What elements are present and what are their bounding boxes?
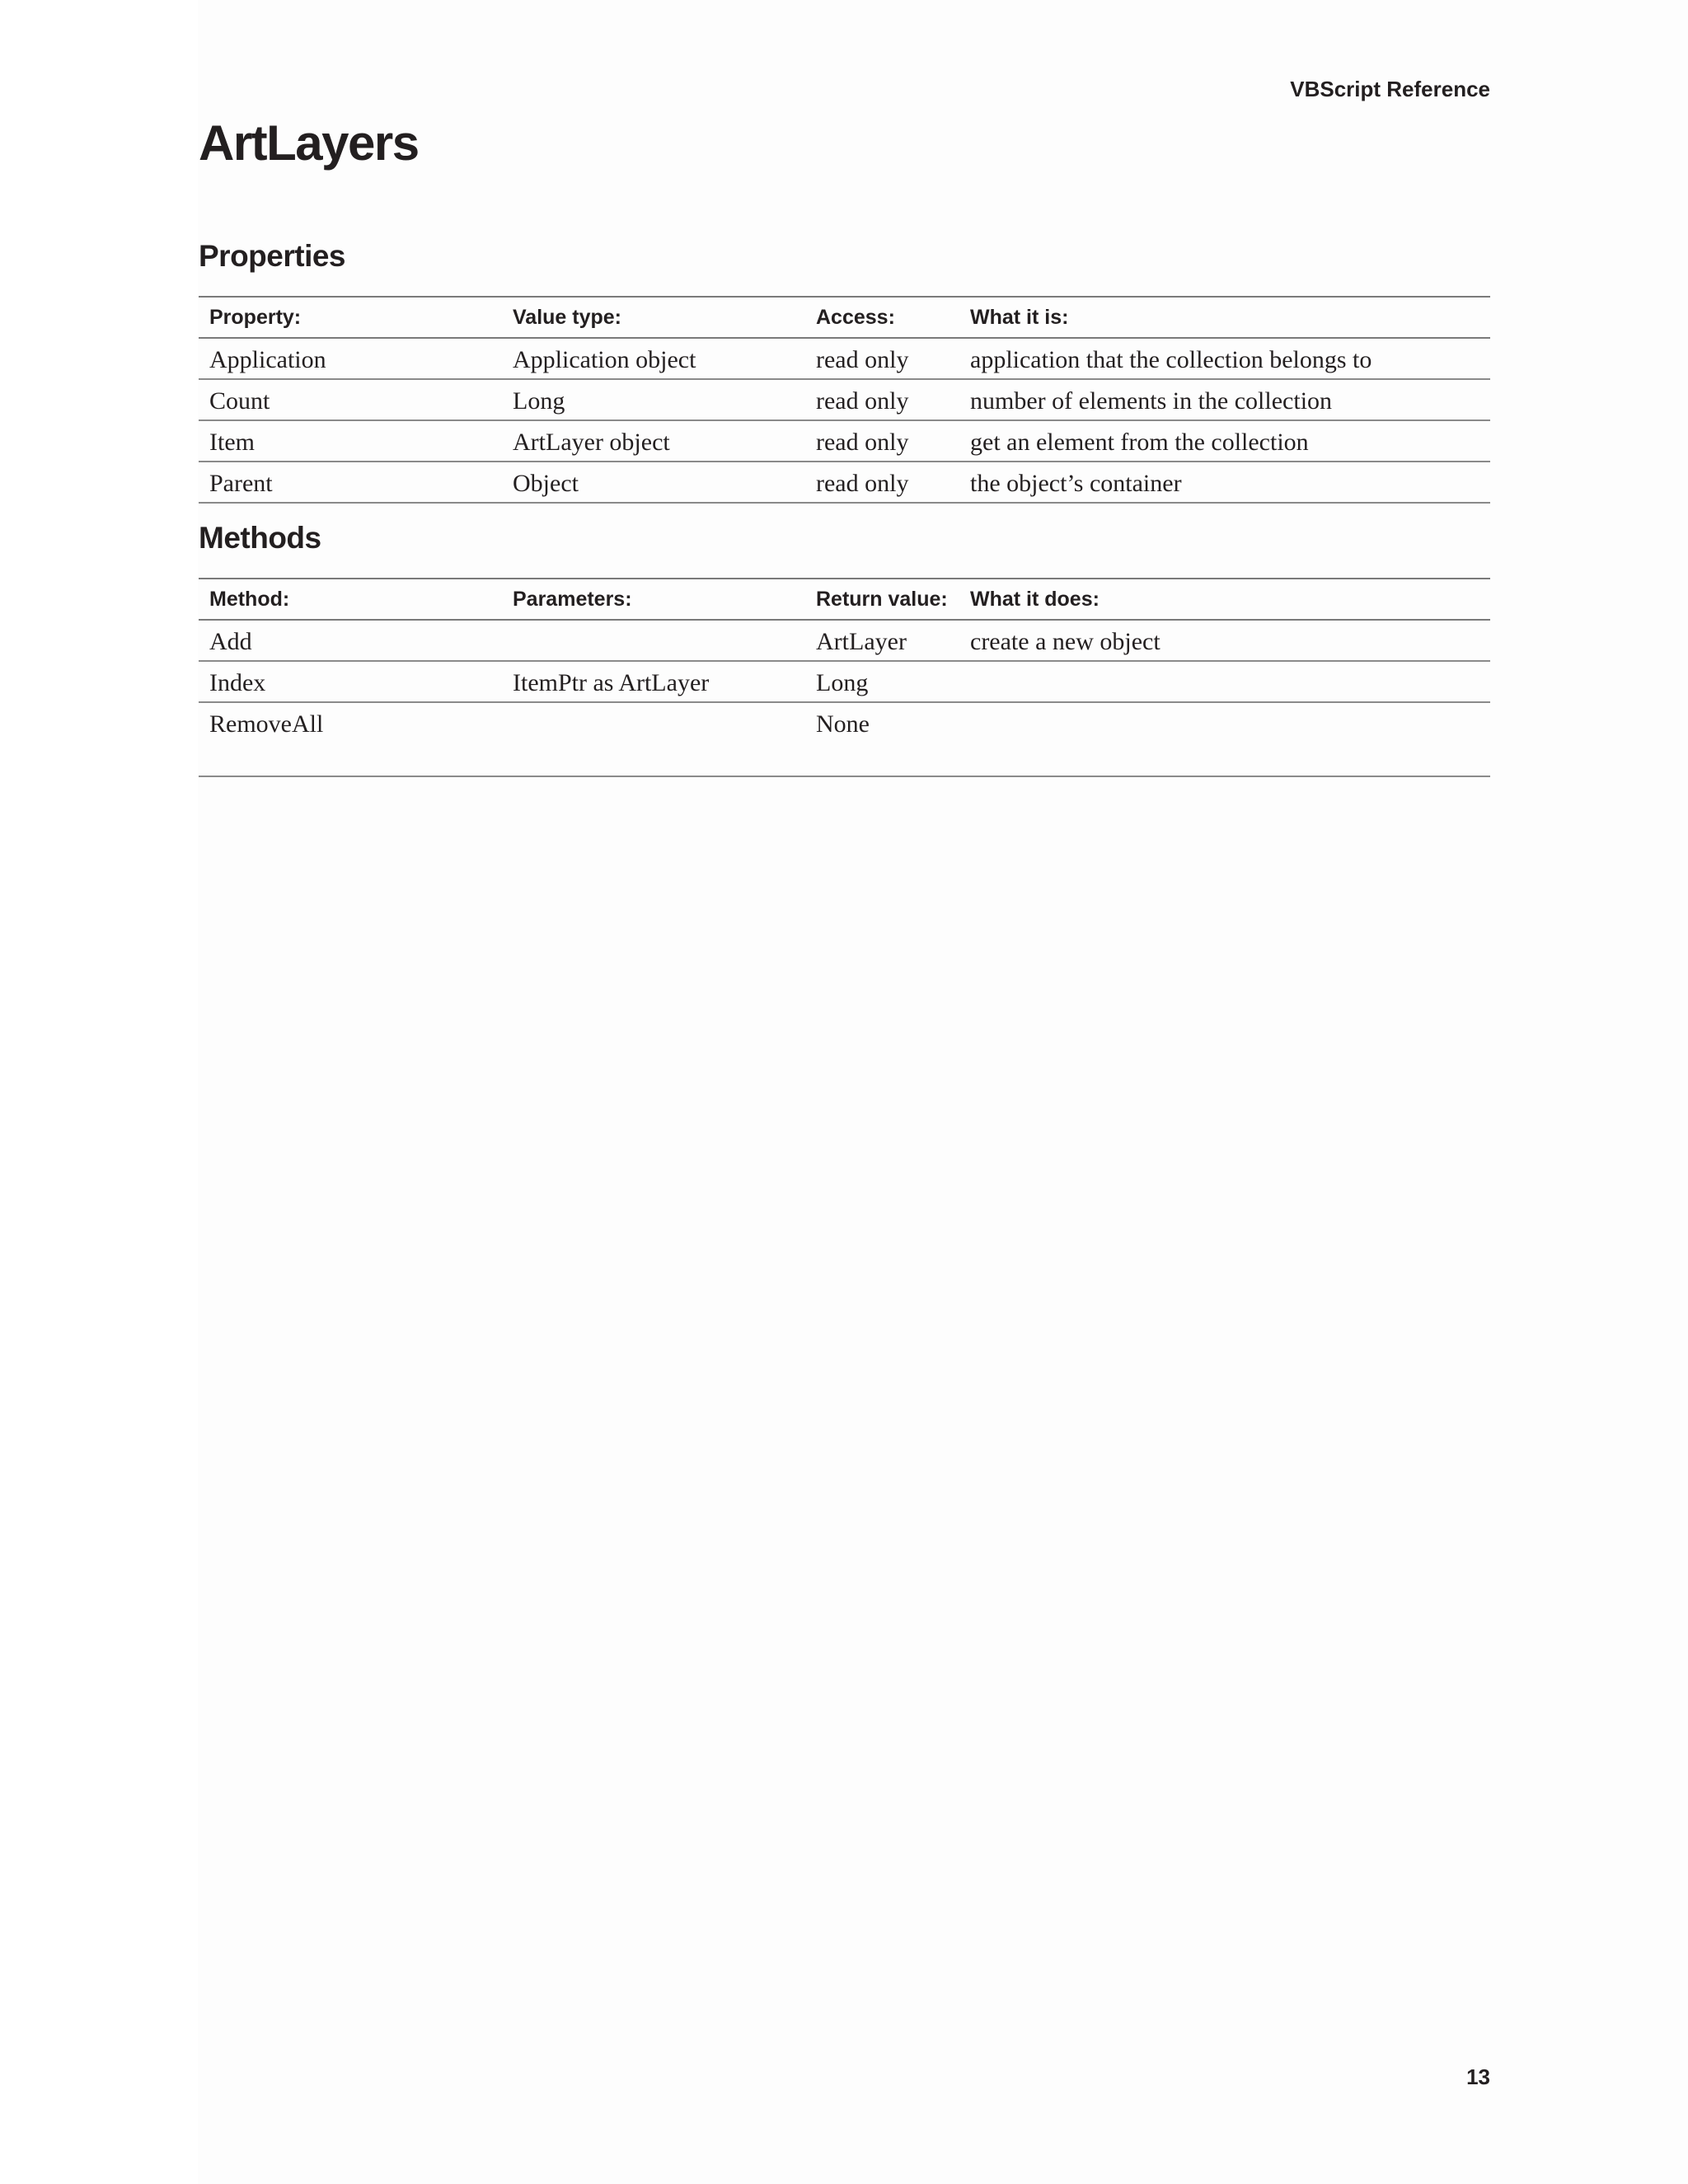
table-row [199,379,1490,420]
table-cell: the object’s container [959,462,1490,503]
column-header: What it is: [959,297,1490,338]
column-header: Value type: [502,297,805,338]
table-cell: RemoveAll [199,702,502,776]
table-cell: read only [805,462,959,503]
table-cell [959,702,1490,776]
table-row [199,702,1490,776]
column-header: What it does: [959,579,1490,620]
table-row [199,462,1490,503]
table-row [199,420,1490,462]
table-cell: Long [502,379,805,420]
table-cell: read only [805,420,959,462]
table-cell: Long [805,661,959,702]
table-cell: Count [199,379,502,420]
column-header: Return value: [805,579,959,620]
table-header-row [199,579,1490,620]
running-header: VBScript Reference [1290,77,1490,101]
table-cell: get an element from the collection [959,420,1490,462]
methods-heading: Methods [199,521,321,555]
table-cell [959,661,1490,702]
table-cell: ItemPtr as ArtLayer [502,661,805,702]
table-header-row [199,297,1490,338]
page-number: 13 [1466,2064,1490,2089]
table-cell: read only [805,379,959,420]
table-cell: Application object [502,338,805,379]
table-cell: Object [502,462,805,503]
properties-heading: Properties [199,239,346,273]
table-cell [502,702,805,776]
table-cell: Parent [199,462,502,503]
table-cell: create a new object [959,620,1490,661]
column-header: Parameters: [502,579,805,620]
properties-table [199,296,1490,504]
column-header: Property: [199,297,502,338]
table-cell: ArtLayer [805,620,959,661]
table-cell: Add [199,620,502,661]
table-cell [502,620,805,661]
table-cell: Application [199,338,502,379]
column-header: Access: [805,297,959,338]
table-row [199,661,1490,702]
column-header: Method: [199,579,502,620]
table-row [199,338,1490,379]
page-title: ArtLayers [199,115,419,171]
table-cell: application that the collection belongs to [959,338,1490,379]
table-cell: Item [199,420,502,462]
table-cell: Index [199,661,502,702]
table-cell: None [805,702,959,776]
table-cell: ArtLayer object [502,420,805,462]
table-row [199,620,1490,661]
methods-table [199,578,1490,777]
table-cell: number of elements in the collection [959,379,1490,420]
table-cell: read only [805,338,959,379]
